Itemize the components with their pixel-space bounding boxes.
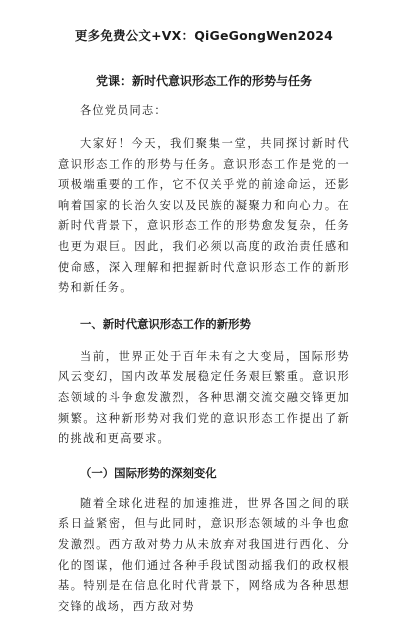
intro-paragraph: 大家好！今天，我们聚集一堂，共同探讨新时代意识形态工作的形势与任务。意识形态工作是党的一项极端重要的工作，它不仅关乎党的前途命运，还影响着国家的长治久安以及民族的凝聚力和向心力。在新时代背景下，意识形态工作的形势愈发复杂，任务也更为艰巨。因此，我们必须以高度的政治责任感和使命感，深入理解和把握新时代意识形态工作的新形势和新任务。 [58,137,350,295]
header-watermark: 更多免费公文+VX：QiGeGongWen2024 [74,28,334,43]
section-heading-1: 一、新时代意识形态工作的新形势 [80,316,251,331]
document-title: 党课：新时代意识形态工作的形势与任务 [95,74,312,88]
salutation: 各位党员同志： [80,104,167,117]
subsection-heading-1: （一）国际形势的深刻变化 [80,465,217,480]
subsection-1-paragraph: 随着全球化进程的加速推进，世界各国之间的联系日益紧密，但与此同时，意识形态领域的斗争也愈发激烈。西方敌对势力从未放弃对我国进行西化、分化的图谋，他们通过各种手段试图动摇我们的政权根基。特别是在信息化时代背景下，网络成为各种思想交锋的战场，西方敌对势 [58,496,350,613]
section-1-paragraph: 当前，世界正处于百年未有之大变局，国际形势风云变幻，国内改革发展稳定任务艰巨繁重。意识形态领域的斗争愈发激烈，各种思潮交流交融交锋更加频繁。这种新形势对我们党的意识形态工作提出了新的挑战和更高要求。 [58,349,350,446]
